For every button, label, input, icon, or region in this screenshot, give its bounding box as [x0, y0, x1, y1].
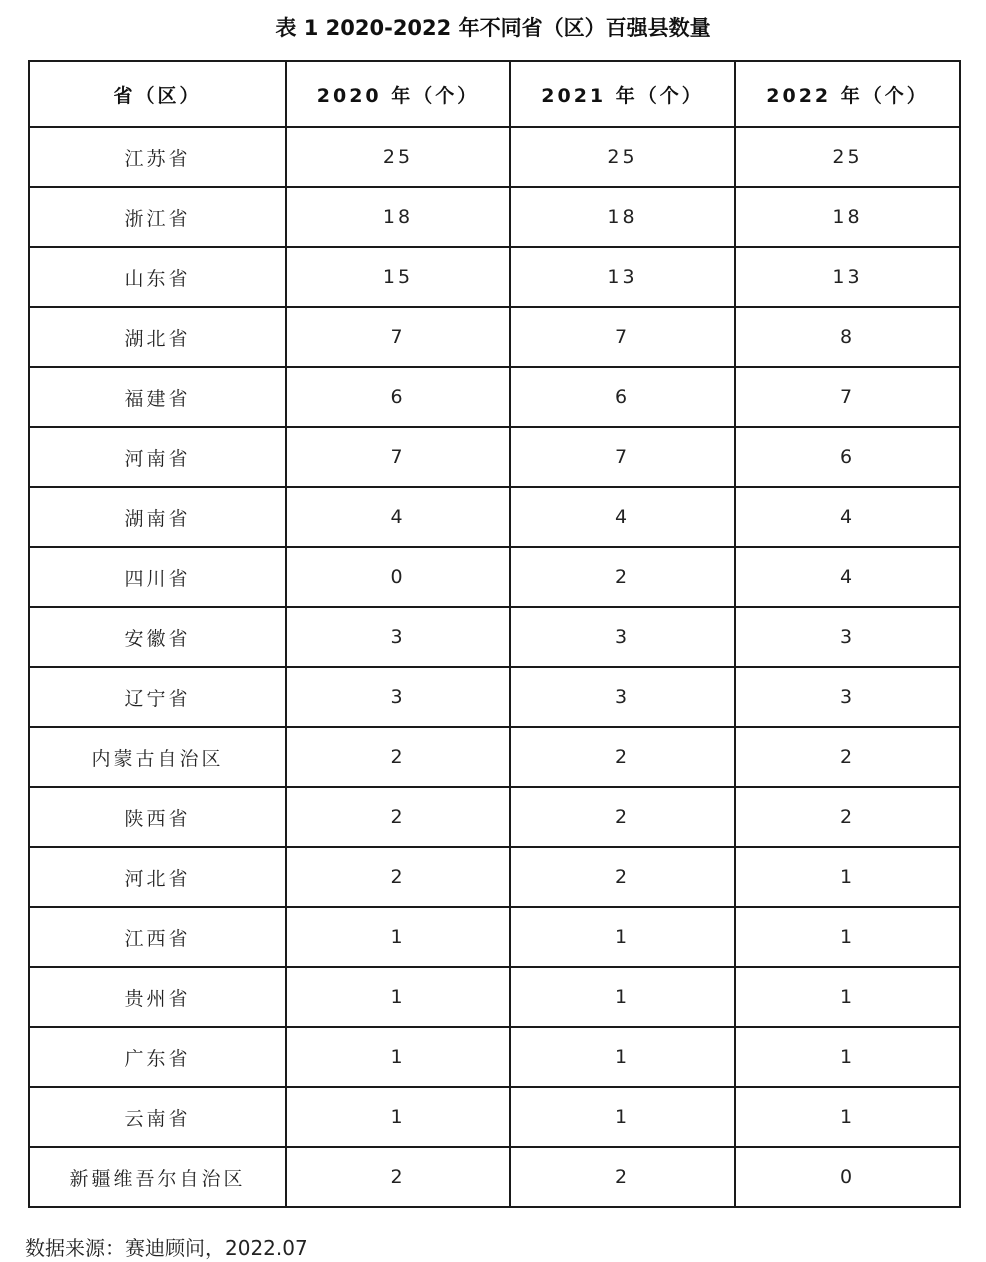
- cell-2020: 2: [286, 727, 510, 787]
- table-row: [29, 907, 960, 967]
- cell-2020: 2: [286, 847, 510, 907]
- table-title: 表 1 2020-2022 年不同省（区）百强县数量: [275, 16, 711, 40]
- cell-2021: 2: [510, 1147, 735, 1207]
- cell-2020: 7: [286, 307, 510, 367]
- cell-2022: 25: [735, 127, 960, 187]
- cell-2022: 1: [735, 1087, 960, 1147]
- cell-province: 浙江省: [29, 187, 286, 247]
- cell-province: 湖南省: [29, 487, 286, 547]
- table-row: [29, 1027, 960, 1087]
- table-row: [29, 307, 960, 367]
- cell-2020: 3: [286, 607, 510, 667]
- table-row: [29, 487, 960, 547]
- cell-province: 福建省: [29, 367, 286, 427]
- cell-province: 安徽省: [29, 607, 286, 667]
- cell-province: 四川省: [29, 547, 286, 607]
- header-2022: 2022 年（个）: [735, 61, 960, 127]
- cell-province: 新疆维吾尔自治区: [29, 1147, 286, 1207]
- cell-2022: 18: [735, 187, 960, 247]
- cell-2020: 15: [286, 247, 510, 307]
- cell-2021: 7: [510, 427, 735, 487]
- table-row: [29, 547, 960, 607]
- cell-2021: 1: [510, 907, 735, 967]
- cell-province: 河北省: [29, 847, 286, 907]
- cell-2021: 2: [510, 727, 735, 787]
- table-row: [29, 667, 960, 727]
- cell-2022: 6: [735, 427, 960, 487]
- cell-2022: 1: [735, 907, 960, 967]
- cell-province: 贵州省: [29, 967, 286, 1027]
- table-row: [29, 367, 960, 427]
- cell-2020: 4: [286, 487, 510, 547]
- source-note: 数据来源：赛迪顾问，2022.07: [25, 1236, 308, 1260]
- table-row: [29, 247, 960, 307]
- cell-province: 江苏省: [29, 127, 286, 187]
- table-row: [29, 427, 960, 487]
- table-row: [29, 787, 960, 847]
- header-2020: 2020 年（个）: [286, 61, 510, 127]
- cell-province: 湖北省: [29, 307, 286, 367]
- cell-2022: 2: [735, 787, 960, 847]
- cell-2020: 1: [286, 907, 510, 967]
- table-row: [29, 607, 960, 667]
- data-table: [28, 60, 961, 1208]
- header-province: 省（区）: [29, 61, 286, 127]
- cell-2022: 4: [735, 487, 960, 547]
- cell-province: 山东省: [29, 247, 286, 307]
- cell-2021: 25: [510, 127, 735, 187]
- cell-province: 云南省: [29, 1087, 286, 1147]
- cell-2020: 1: [286, 1027, 510, 1087]
- cell-province: 辽宁省: [29, 667, 286, 727]
- cell-2022: 8: [735, 307, 960, 367]
- table-row: [29, 1087, 960, 1147]
- table-body: [29, 127, 960, 1207]
- cell-2022: 2: [735, 727, 960, 787]
- cell-2020: 3: [286, 667, 510, 727]
- cell-2021: 2: [510, 547, 735, 607]
- cell-2020: 0: [286, 547, 510, 607]
- cell-province: 陕西省: [29, 787, 286, 847]
- cell-2022: 1: [735, 1027, 960, 1087]
- table-row: [29, 187, 960, 247]
- cell-2021: 3: [510, 607, 735, 667]
- cell-2021: 6: [510, 367, 735, 427]
- cell-2020: 25: [286, 127, 510, 187]
- cell-2021: 13: [510, 247, 735, 307]
- cell-2020: 18: [286, 187, 510, 247]
- table-row: [29, 727, 960, 787]
- table-row: [29, 127, 960, 187]
- cell-2022: 1: [735, 847, 960, 907]
- cell-province: 河南省: [29, 427, 286, 487]
- table-row: [29, 847, 960, 907]
- cell-2020: 7: [286, 427, 510, 487]
- cell-2022: 1: [735, 967, 960, 1027]
- cell-2021: 2: [510, 847, 735, 907]
- table-row: [29, 1147, 960, 1207]
- cell-2021: 2: [510, 787, 735, 847]
- cell-province: 广东省: [29, 1027, 286, 1087]
- cell-2022: 3: [735, 607, 960, 667]
- cell-2020: 2: [286, 787, 510, 847]
- header-2021: 2021 年（个）: [510, 61, 735, 127]
- cell-province: 江西省: [29, 907, 286, 967]
- header-row: [29, 61, 960, 127]
- cell-province: 内蒙古自治区: [29, 727, 286, 787]
- cell-2021: 7: [510, 307, 735, 367]
- cell-2020: 6: [286, 367, 510, 427]
- cell-2022: 3: [735, 667, 960, 727]
- table-row: [29, 967, 960, 1027]
- cell-2021: 18: [510, 187, 735, 247]
- cell-2022: 7: [735, 367, 960, 427]
- cell-2022: 4: [735, 547, 960, 607]
- cell-2022: 0: [735, 1147, 960, 1207]
- cell-2020: 2: [286, 1147, 510, 1207]
- cell-2020: 1: [286, 967, 510, 1027]
- cell-2021: 1: [510, 1027, 735, 1087]
- cell-2022: 13: [735, 247, 960, 307]
- cell-2021: 1: [510, 1087, 735, 1147]
- cell-2021: 3: [510, 667, 735, 727]
- cell-2021: 1: [510, 967, 735, 1027]
- cell-2021: 4: [510, 487, 735, 547]
- cell-2020: 1: [286, 1087, 510, 1147]
